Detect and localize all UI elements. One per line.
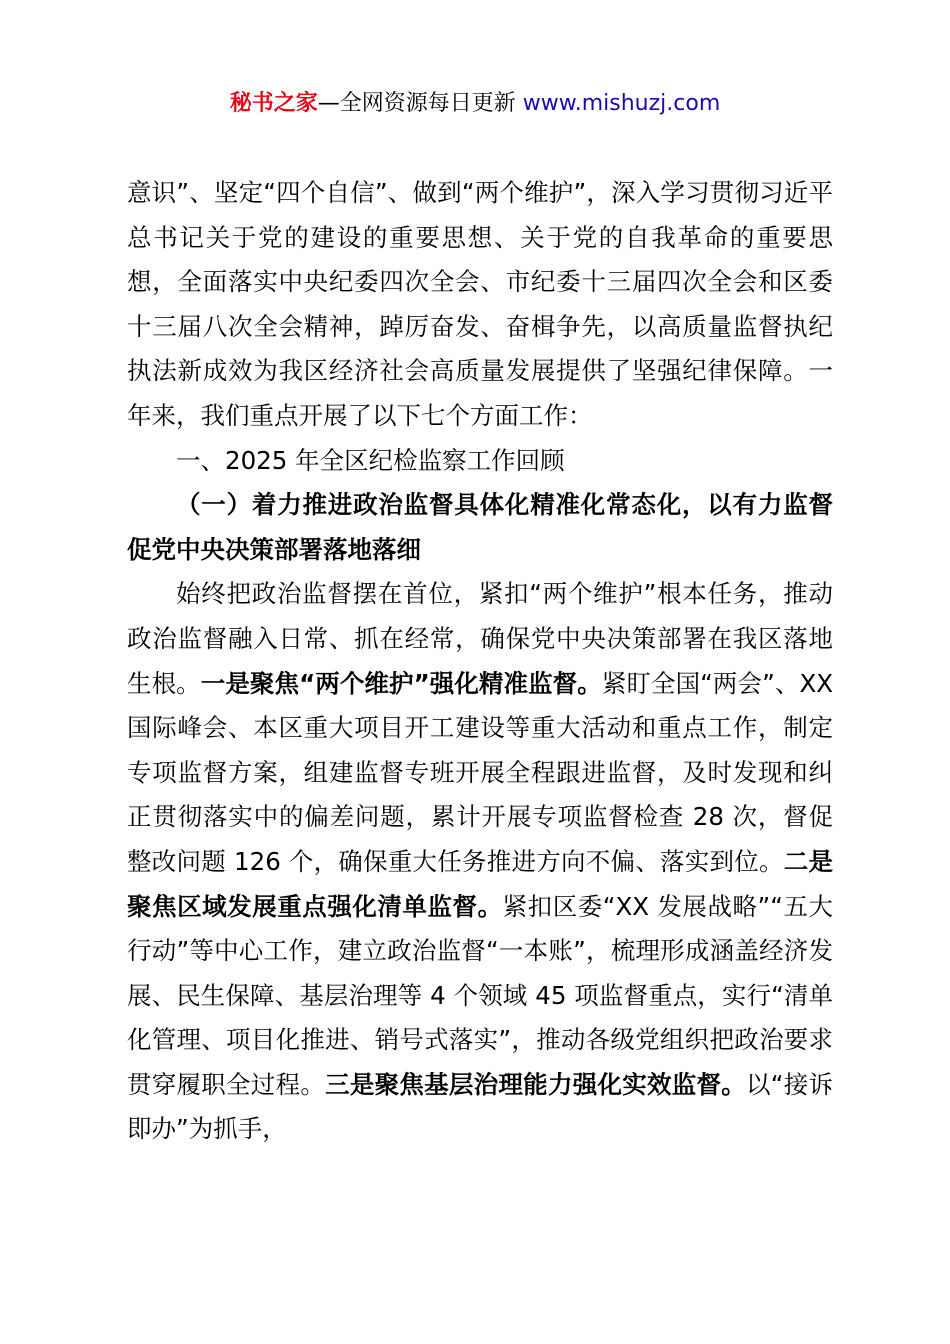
page-header: [0, 88, 950, 120]
point-three-heading: 三是聚焦基层治理能力强化实效监督。: [325, 1069, 747, 1099]
point-three-text: 以“接诉即办”为抓手，: [127, 1069, 834, 1144]
point-two-text: 紧扣区委“XX 发展战略”“五大行动”等中心工作，建立政治监督“一本账”，梳理形成涵盖经济发展、民生保障、基层治理等 4 个领域 45 项监督重点，实行“清单化管理、项目化推进、销号式落实”，推动各级党组织把政治要求贯穿履职全过程。: [127, 891, 834, 1099]
paragraph-intro-text: 始终把政治监督摆在首位，紧扣“两个维护”根本任务，推动政治监督融入日常、抓在经常，确保党中央决策部署在我区落地生根。: [127, 579, 833, 698]
point-one-heading: 一是聚焦“两个维护”强化精准监督。: [200, 668, 602, 698]
document-body: [127, 171, 833, 1152]
site-brand: 秘书之家: [229, 91, 318, 116]
site-url-link[interactable]: www.mishuzj.com: [522, 91, 721, 116]
site-tagline: —全网资源每日更新: [317, 91, 523, 116]
subsection-heading: （一）着力推进政治监督具体化精准化常态化，以有力监督促党中央决策部署落地落细: [127, 490, 833, 564]
point-two-heading: 二是聚焦区域发展重点强化清单监督。: [127, 846, 833, 921]
paragraph-political-supervision: [127, 572, 833, 1152]
point-one-text: 紧盯全国“两会”、XX 国际峰会、本区重大项目开工建设等重大活动和重点工作，制定专项监督方案，组建监督专班开展全程跟进监督，及时发现和纠正贯彻落实中的偏差问题，累计开展专项监督检查 28 次，督促整改问题 126 个，确保重大任务推进方向不偏、落实到位。: [127, 668, 834, 876]
section-heading: 一、2025 年全区纪检监察工作回顾: [176, 445, 565, 475]
paragraph-continuation: 意识”、坚定“四个自信”、做到“两个维护”，深入学习贯彻习近平总书记关于党的建设的重要思想、关于党的自我革命的重要思想，全面落实中央纪委四次全会、市纪委十三届四次全会和区委十三届八次全会精神，踔厉奋发、奋楫争先，以高质量监督执纪执法新成效为我区经济社会高质量发展提供了坚强纪律保障。一年来，我们重点开展了以下七个方面工作：: [127, 178, 833, 430]
